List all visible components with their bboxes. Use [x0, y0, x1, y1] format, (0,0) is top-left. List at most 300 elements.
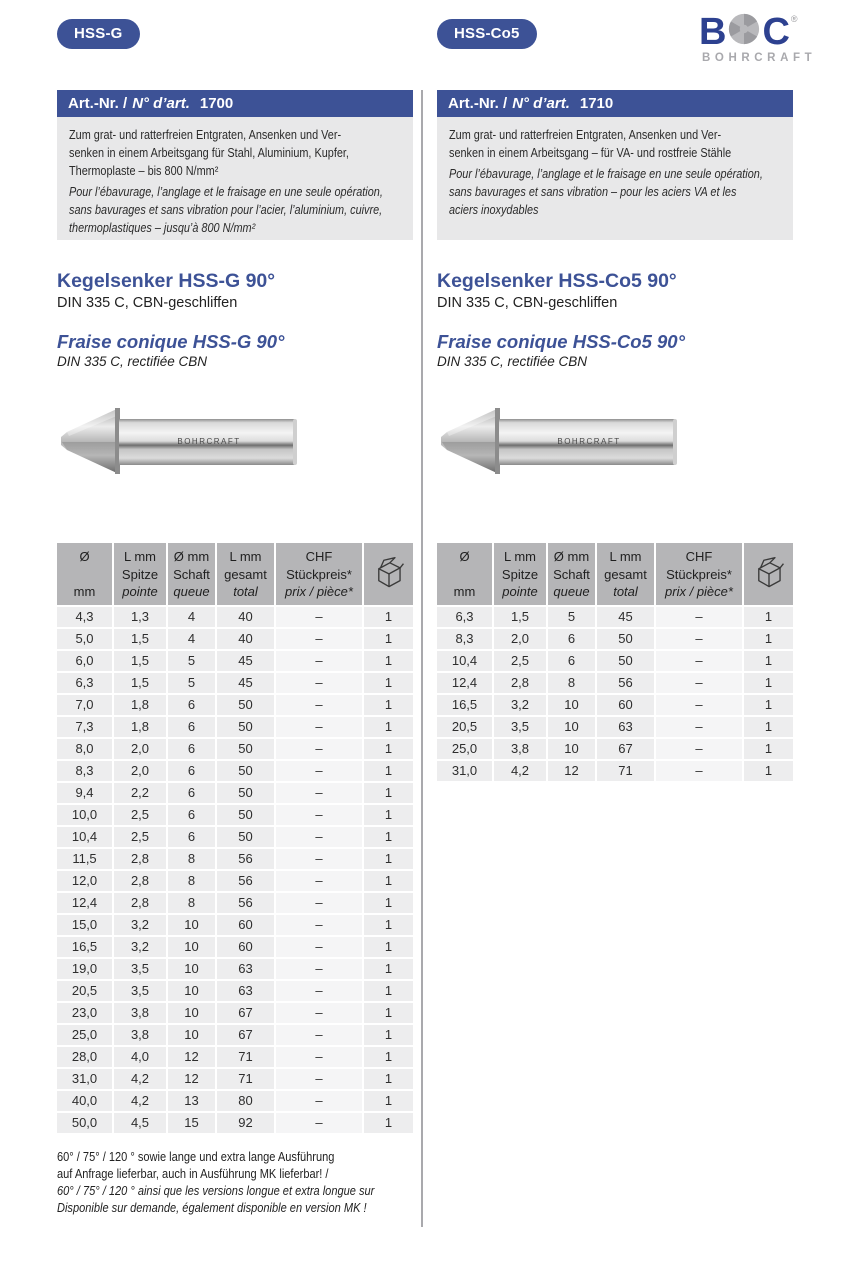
table-cell: 1: [744, 629, 793, 649]
badge-hss-g: HSS-G: [57, 19, 140, 49]
table-cell: 3,8: [114, 1003, 166, 1023]
text-line: senken in einem Arbeitsgang – für VA- und rostfreie Stähle: [449, 145, 732, 160]
table-cell: 1: [744, 761, 793, 781]
table-cell: 1: [364, 871, 413, 891]
text-line: Pour l’ébavurage, l’anglage et le fraisage en une seule opération,: [69, 184, 383, 199]
table-cell: 7,0: [57, 695, 112, 715]
table-cell: 2,5: [114, 805, 166, 825]
table-cell: 40: [217, 629, 274, 649]
table-cell: 10: [168, 937, 215, 957]
title-block: [437, 270, 793, 371]
product-title-fr: Fraise conique HSS-G 90°: [57, 331, 285, 352]
table-cell: –: [276, 651, 362, 671]
table-cell: 60: [217, 915, 274, 935]
description-box: [437, 117, 793, 240]
badge-hss-co5: HSS-Co5: [437, 19, 537, 49]
table-row: [57, 915, 413, 935]
table-cell: 56: [217, 871, 274, 891]
table-cell: 1: [364, 673, 413, 693]
text-line: sans bavurages et sans vibration – pour les aciers VA et les: [449, 184, 737, 199]
table-row: [57, 1047, 413, 1067]
product-engraving: BOHRCRAFT: [177, 437, 241, 446]
table-row: [57, 651, 413, 671]
table-cell: 5: [548, 607, 595, 627]
table-row: [437, 717, 793, 737]
text-line: senken in einem Arbeitsgang für Stahl, Aluminium, Kupfer,: [69, 145, 349, 160]
table-cell: 8: [168, 871, 215, 891]
text-line: Zum grat- und ratterfreien Entgraten, Ansenken und Ver-: [449, 127, 722, 142]
table-cell: –: [656, 761, 742, 781]
table-cell: 10,4: [437, 651, 492, 671]
table-cell: 6: [168, 739, 215, 759]
table-cell: 6: [168, 805, 215, 825]
table-cell: 6,3: [437, 607, 492, 627]
table-row: [57, 849, 413, 869]
text-line: auf Anfrage lieferbar, auch in Ausführung MK lieferbar! /: [57, 1166, 329, 1181]
table-cell: 1: [364, 761, 413, 781]
table-cell: 19,0: [57, 959, 112, 979]
table-cell: –: [276, 915, 362, 935]
table-cell: 4,2: [494, 761, 546, 781]
table-row: [437, 695, 793, 715]
table-cell: –: [656, 607, 742, 627]
title-block: [57, 270, 413, 371]
table-cell: 8: [168, 893, 215, 913]
table-cell: 3,2: [494, 695, 546, 715]
table-cell: 4: [168, 607, 215, 627]
table-cell: 1: [364, 783, 413, 803]
table-cell: 3,5: [114, 959, 166, 979]
table-cell: 1: [744, 673, 793, 693]
table-cell: 23,0: [57, 1003, 112, 1023]
table-cell: 10: [548, 739, 595, 759]
table-cell: 12,4: [437, 673, 492, 693]
table-cell: –: [276, 827, 362, 847]
table-header-row: [57, 543, 413, 605]
footnote-french: [57, 1182, 375, 1216]
packaging-unit-box-icon: [372, 554, 406, 595]
table-cell: 20,5: [57, 981, 112, 1001]
table-row: [437, 651, 793, 671]
table-cell: 50: [217, 761, 274, 781]
table-cell: 63: [597, 717, 654, 737]
table-row: [57, 805, 413, 825]
header-shank-diameter: Ø mm Schaft queue: [168, 543, 215, 605]
table-cell: 1: [364, 893, 413, 913]
table-cell: 1: [364, 695, 413, 715]
table-cell: 1: [364, 717, 413, 737]
table-cell: –: [276, 981, 362, 1001]
description-french: [449, 165, 763, 219]
table-cell: 56: [597, 673, 654, 693]
table-cell: 60: [597, 695, 654, 715]
table-cell: –: [276, 1025, 362, 1045]
table-cell: 80: [217, 1091, 274, 1111]
table-cell: 45: [597, 607, 654, 627]
header-shank-diameter: Ø mm Schaft queue: [548, 543, 595, 605]
table-cell: 1,5: [494, 607, 546, 627]
table-cell: 6: [168, 717, 215, 737]
table-cell: 6: [168, 783, 215, 803]
table-cell: 2,8: [494, 673, 546, 693]
table-cell: 31,0: [57, 1069, 112, 1089]
table-row: [437, 629, 793, 649]
table-cell: 63: [217, 981, 274, 1001]
product-column-hss-g: [57, 90, 413, 1216]
table-cell: 6,0: [57, 651, 112, 671]
table-cell: 3,2: [114, 937, 166, 957]
table-cell: 56: [217, 893, 274, 913]
product-engraving: BOHRCRAFT: [557, 437, 621, 446]
countersink-product-image: [437, 403, 793, 481]
table-row: [437, 761, 793, 781]
header-total-length: L mm gesamt total: [217, 543, 274, 605]
table-cell: 1: [744, 651, 793, 671]
table-row: [57, 893, 413, 913]
art-label: Art.-Nr. /: [68, 95, 128, 112]
table-cell: 10: [168, 959, 215, 979]
table-cell: 2,0: [494, 629, 546, 649]
table-cell: 6: [168, 695, 215, 715]
table-cell: 1: [364, 1113, 413, 1133]
table-row: [57, 739, 413, 759]
table-row: [57, 673, 413, 693]
product-title-de: Kegelsenker HSS-G 90°: [57, 270, 276, 292]
table-row: [57, 1113, 413, 1133]
table-cell: 1,5: [114, 651, 166, 671]
table-cell: 4,3: [57, 607, 112, 627]
table-cell: 1: [364, 937, 413, 957]
table-cell: 1: [364, 981, 413, 1001]
table-cell: 10,4: [57, 827, 112, 847]
table-row: [57, 871, 413, 891]
table-cell: 1: [744, 717, 793, 737]
table-cell: 1,8: [114, 695, 166, 715]
art-label-fr: N° d’art.: [132, 95, 190, 112]
product-title-de: Kegelsenker HSS-Co5 90°: [437, 270, 677, 292]
description-box: [57, 117, 413, 240]
column-divider: [421, 90, 423, 1227]
table-cell: 4,2: [114, 1069, 166, 1089]
table-cell: 10: [548, 695, 595, 715]
table-cell: 6: [168, 761, 215, 781]
table-row: [57, 1069, 413, 1089]
table-cell: 3,5: [494, 717, 546, 737]
table-cell: 1: [364, 849, 413, 869]
table-cell: 1: [364, 805, 413, 825]
logo-letter-c: C: [762, 10, 790, 53]
table-cell: –: [656, 695, 742, 715]
table-cell: 50: [217, 805, 274, 825]
table-cell: 3,5: [114, 981, 166, 1001]
table-cell: 13: [168, 1091, 215, 1111]
header-packaging: [364, 543, 413, 605]
table-row: [57, 1003, 413, 1023]
table-cell: –: [276, 1091, 362, 1111]
art-number: 1710: [579, 95, 614, 112]
table-cell: 2,8: [114, 871, 166, 891]
table-cell: 3,2: [114, 915, 166, 935]
table-cell: 28,0: [57, 1047, 112, 1067]
table-cell: 2,2: [114, 783, 166, 803]
table-cell: 8: [168, 849, 215, 869]
table-cell: 1: [364, 607, 413, 627]
product-title-fr: Fraise conique HSS-Co5 90°: [437, 331, 685, 352]
table-cell: 10: [168, 981, 215, 1001]
table-cell: 6,3: [57, 673, 112, 693]
text-line: Thermoplaste – bis 800 N/mm²: [69, 163, 219, 178]
header-price: CHF Stückpreis* prix / pièce*: [656, 543, 742, 605]
table-cell: –: [276, 849, 362, 869]
table-cell: 50: [597, 629, 654, 649]
table-cell: 10: [168, 1003, 215, 1023]
art-label: Art.-Nr. /: [448, 95, 508, 112]
header-diameter: Ø mm: [57, 543, 112, 605]
art-number: 1700: [199, 95, 234, 112]
description-german: [449, 126, 731, 162]
table-cell: 1: [364, 1025, 413, 1045]
table-cell: 1: [364, 915, 413, 935]
table-cell: 20,5: [437, 717, 492, 737]
table-row: [57, 629, 413, 649]
dimension-table: [57, 543, 413, 1133]
table-cell: –: [276, 893, 362, 913]
table-row: [57, 1091, 413, 1111]
table-cell: 10: [548, 717, 595, 737]
table-row: [57, 937, 413, 957]
header-price: CHF Stückpreis* prix / pièce*: [276, 543, 362, 605]
table-cell: 2,5: [114, 827, 166, 847]
table-row: [437, 673, 793, 693]
table-cell: 31,0: [437, 761, 492, 781]
table-cell: –: [656, 673, 742, 693]
table-cell: 3,8: [494, 739, 546, 759]
text-line: 60° / 75° / 120 ° ainsi que les versions longue et extra longue sur: [57, 1183, 375, 1198]
table-cell: –: [276, 959, 362, 979]
text-line: 60° / 75° / 120 ° sowie lange und extra lange Ausführung: [57, 1149, 335, 1164]
table-cell: 1,3: [114, 607, 166, 627]
table-cell: 2,8: [114, 893, 166, 913]
article-number-bar: [57, 90, 413, 117]
table-cell: 25,0: [57, 1025, 112, 1045]
table-cell: 5,0: [57, 629, 112, 649]
table-cell: 12,0: [57, 871, 112, 891]
drill-swirl-icon: [727, 12, 761, 51]
registered-mark: ®: [790, 14, 798, 24]
header-tip-length: L mm Spitze pointe: [494, 543, 546, 605]
table-cell: 2,8: [114, 849, 166, 869]
table-cell: 10: [168, 1025, 215, 1045]
table-cell: 45: [217, 651, 274, 671]
footnote-german: [57, 1148, 360, 1182]
bohrcraft-logo: [699, 12, 859, 64]
table-row: [437, 607, 793, 627]
table-cell: 12: [548, 761, 595, 781]
table-cell: 67: [217, 1025, 274, 1045]
table-cell: 25,0: [437, 739, 492, 759]
table-cell: 1,5: [114, 629, 166, 649]
table-cell: 50: [217, 827, 274, 847]
table-cell: 67: [217, 1003, 274, 1023]
table-row: [57, 783, 413, 803]
table-cell: 50: [217, 783, 274, 803]
table-cell: 5: [168, 673, 215, 693]
table-cell: 71: [217, 1069, 274, 1089]
table-row: [57, 959, 413, 979]
table-cell: 16,5: [57, 937, 112, 957]
table-cell: 4,5: [114, 1113, 166, 1133]
description-french: [69, 183, 383, 237]
countersink-product-image: [57, 403, 413, 481]
table-cell: –: [656, 739, 742, 759]
table-cell: 1: [364, 629, 413, 649]
table-cell: –: [276, 937, 362, 957]
text-line: Zum grat- und ratterfreien Entgraten, Ansenken und Ver-: [69, 127, 342, 142]
description-german: [69, 126, 351, 180]
table-cell: –: [276, 1003, 362, 1023]
table-cell: 1: [744, 607, 793, 627]
table-cell: 1: [744, 695, 793, 715]
table-row: [57, 1025, 413, 1045]
table-cell: 1,5: [114, 673, 166, 693]
table-cell: 92: [217, 1113, 274, 1133]
table-cell: –: [276, 607, 362, 627]
product-subtitle-de: DIN 335 C, CBN-geschliffen: [57, 295, 238, 311]
text-line: Disponible sur demande, également disponible en version MK !: [57, 1200, 367, 1215]
table-row: [57, 981, 413, 1001]
table-cell: 10: [168, 915, 215, 935]
table-cell: 1: [364, 959, 413, 979]
table-body: [57, 607, 413, 1133]
table-cell: 67: [597, 739, 654, 759]
table-cell: 50: [217, 739, 274, 759]
table-cell: 1: [364, 1069, 413, 1089]
table-cell: 1: [364, 1003, 413, 1023]
table-row: [57, 607, 413, 627]
product-subtitle-fr: DIN 335 C, rectifiée CBN: [437, 354, 588, 369]
text-line: sans bavurages et sans vibration pour l’acier, l’aluminium, cuivre,: [69, 202, 383, 217]
table-cell: 50: [217, 717, 274, 737]
table-cell: 4,2: [114, 1091, 166, 1111]
table-row: [57, 761, 413, 781]
logo-brand-text: BOHRCRAFT: [702, 52, 817, 64]
packaging-unit-box-icon: [752, 554, 786, 595]
art-label-fr: N° d’art.: [512, 95, 570, 112]
table-cell: 56: [217, 849, 274, 869]
table-cell: 40,0: [57, 1091, 112, 1111]
header-diameter: Ø mm: [437, 543, 492, 605]
product-column-hss-co5: [437, 90, 793, 781]
table-cell: 11,5: [57, 849, 112, 869]
table-cell: 1: [364, 1091, 413, 1111]
table-cell: 50,0: [57, 1113, 112, 1133]
table-cell: –: [276, 629, 362, 649]
table-cell: 2,5: [494, 651, 546, 671]
table-cell: 45: [217, 673, 274, 693]
table-cell: 4: [168, 629, 215, 649]
table-cell: 50: [217, 695, 274, 715]
table-cell: 2,0: [114, 739, 166, 759]
text-line: aciers inoxydables: [449, 202, 539, 217]
table-cell: –: [276, 739, 362, 759]
table-cell: –: [276, 761, 362, 781]
table-cell: 1,8: [114, 717, 166, 737]
article-number-bar: [437, 90, 793, 117]
table-cell: –: [276, 1047, 362, 1067]
table-cell: 5: [168, 651, 215, 671]
table-cell: –: [276, 783, 362, 803]
table-cell: –: [276, 695, 362, 715]
table-cell: 3,8: [114, 1025, 166, 1045]
table-cell: 1: [364, 739, 413, 759]
table-cell: 4,0: [114, 1047, 166, 1067]
table-cell: 63: [217, 959, 274, 979]
table-cell: 1: [364, 1047, 413, 1067]
table-cell: 6: [168, 827, 215, 847]
table-row: [57, 695, 413, 715]
table-cell: 12: [168, 1069, 215, 1089]
table-cell: 40: [217, 607, 274, 627]
table-cell: –: [656, 651, 742, 671]
table-cell: 1: [744, 739, 793, 759]
header-total-length: L mm gesamt total: [597, 543, 654, 605]
table-cell: –: [276, 1069, 362, 1089]
table-header-row: [437, 543, 793, 605]
logo-letter-b: B: [699, 10, 727, 53]
dimension-table: [437, 543, 793, 781]
table-cell: 7,3: [57, 717, 112, 737]
table-cell: –: [276, 717, 362, 737]
header-tip-length: L mm Spitze pointe: [114, 543, 166, 605]
table-cell: 8,3: [57, 761, 112, 781]
table-cell: 71: [597, 761, 654, 781]
table-cell: 2,0: [114, 761, 166, 781]
table-cell: –: [656, 717, 742, 737]
table-cell: 6: [548, 629, 595, 649]
table-cell: 50: [597, 651, 654, 671]
table-cell: 1: [364, 827, 413, 847]
table-cell: –: [276, 871, 362, 891]
table-cell: 9,4: [57, 783, 112, 803]
table-cell: 8,3: [437, 629, 492, 649]
table-cell: 71: [217, 1047, 274, 1067]
table-row: [57, 827, 413, 847]
table-cell: 10,0: [57, 805, 112, 825]
table-cell: 12,4: [57, 893, 112, 913]
table-cell: –: [276, 1113, 362, 1133]
table-cell: 6: [548, 651, 595, 671]
table-row: [437, 739, 793, 759]
table-cell: 60: [217, 937, 274, 957]
product-subtitle-de: DIN 335 C, CBN-geschliffen: [437, 295, 618, 311]
table-cell: 1: [364, 651, 413, 671]
table-cell: 15: [168, 1113, 215, 1133]
table-cell: 16,5: [437, 695, 492, 715]
footnote: [57, 1148, 413, 1216]
product-subtitle-fr: DIN 335 C, rectifiée CBN: [57, 354, 208, 369]
table-cell: –: [656, 629, 742, 649]
table-cell: 8,0: [57, 739, 112, 759]
table-cell: –: [276, 805, 362, 825]
table-row: [57, 717, 413, 737]
table-cell: –: [276, 673, 362, 693]
table-cell: 15,0: [57, 915, 112, 935]
table-body: [437, 607, 793, 781]
table-cell: 12: [168, 1047, 215, 1067]
text-line: Pour l’ébavurage, l’anglage et le fraisage en une seule opération,: [449, 166, 763, 181]
text-line: thermoplastiques – jusqu’à 800 N/mm²: [69, 220, 256, 235]
header-packaging: [744, 543, 793, 605]
